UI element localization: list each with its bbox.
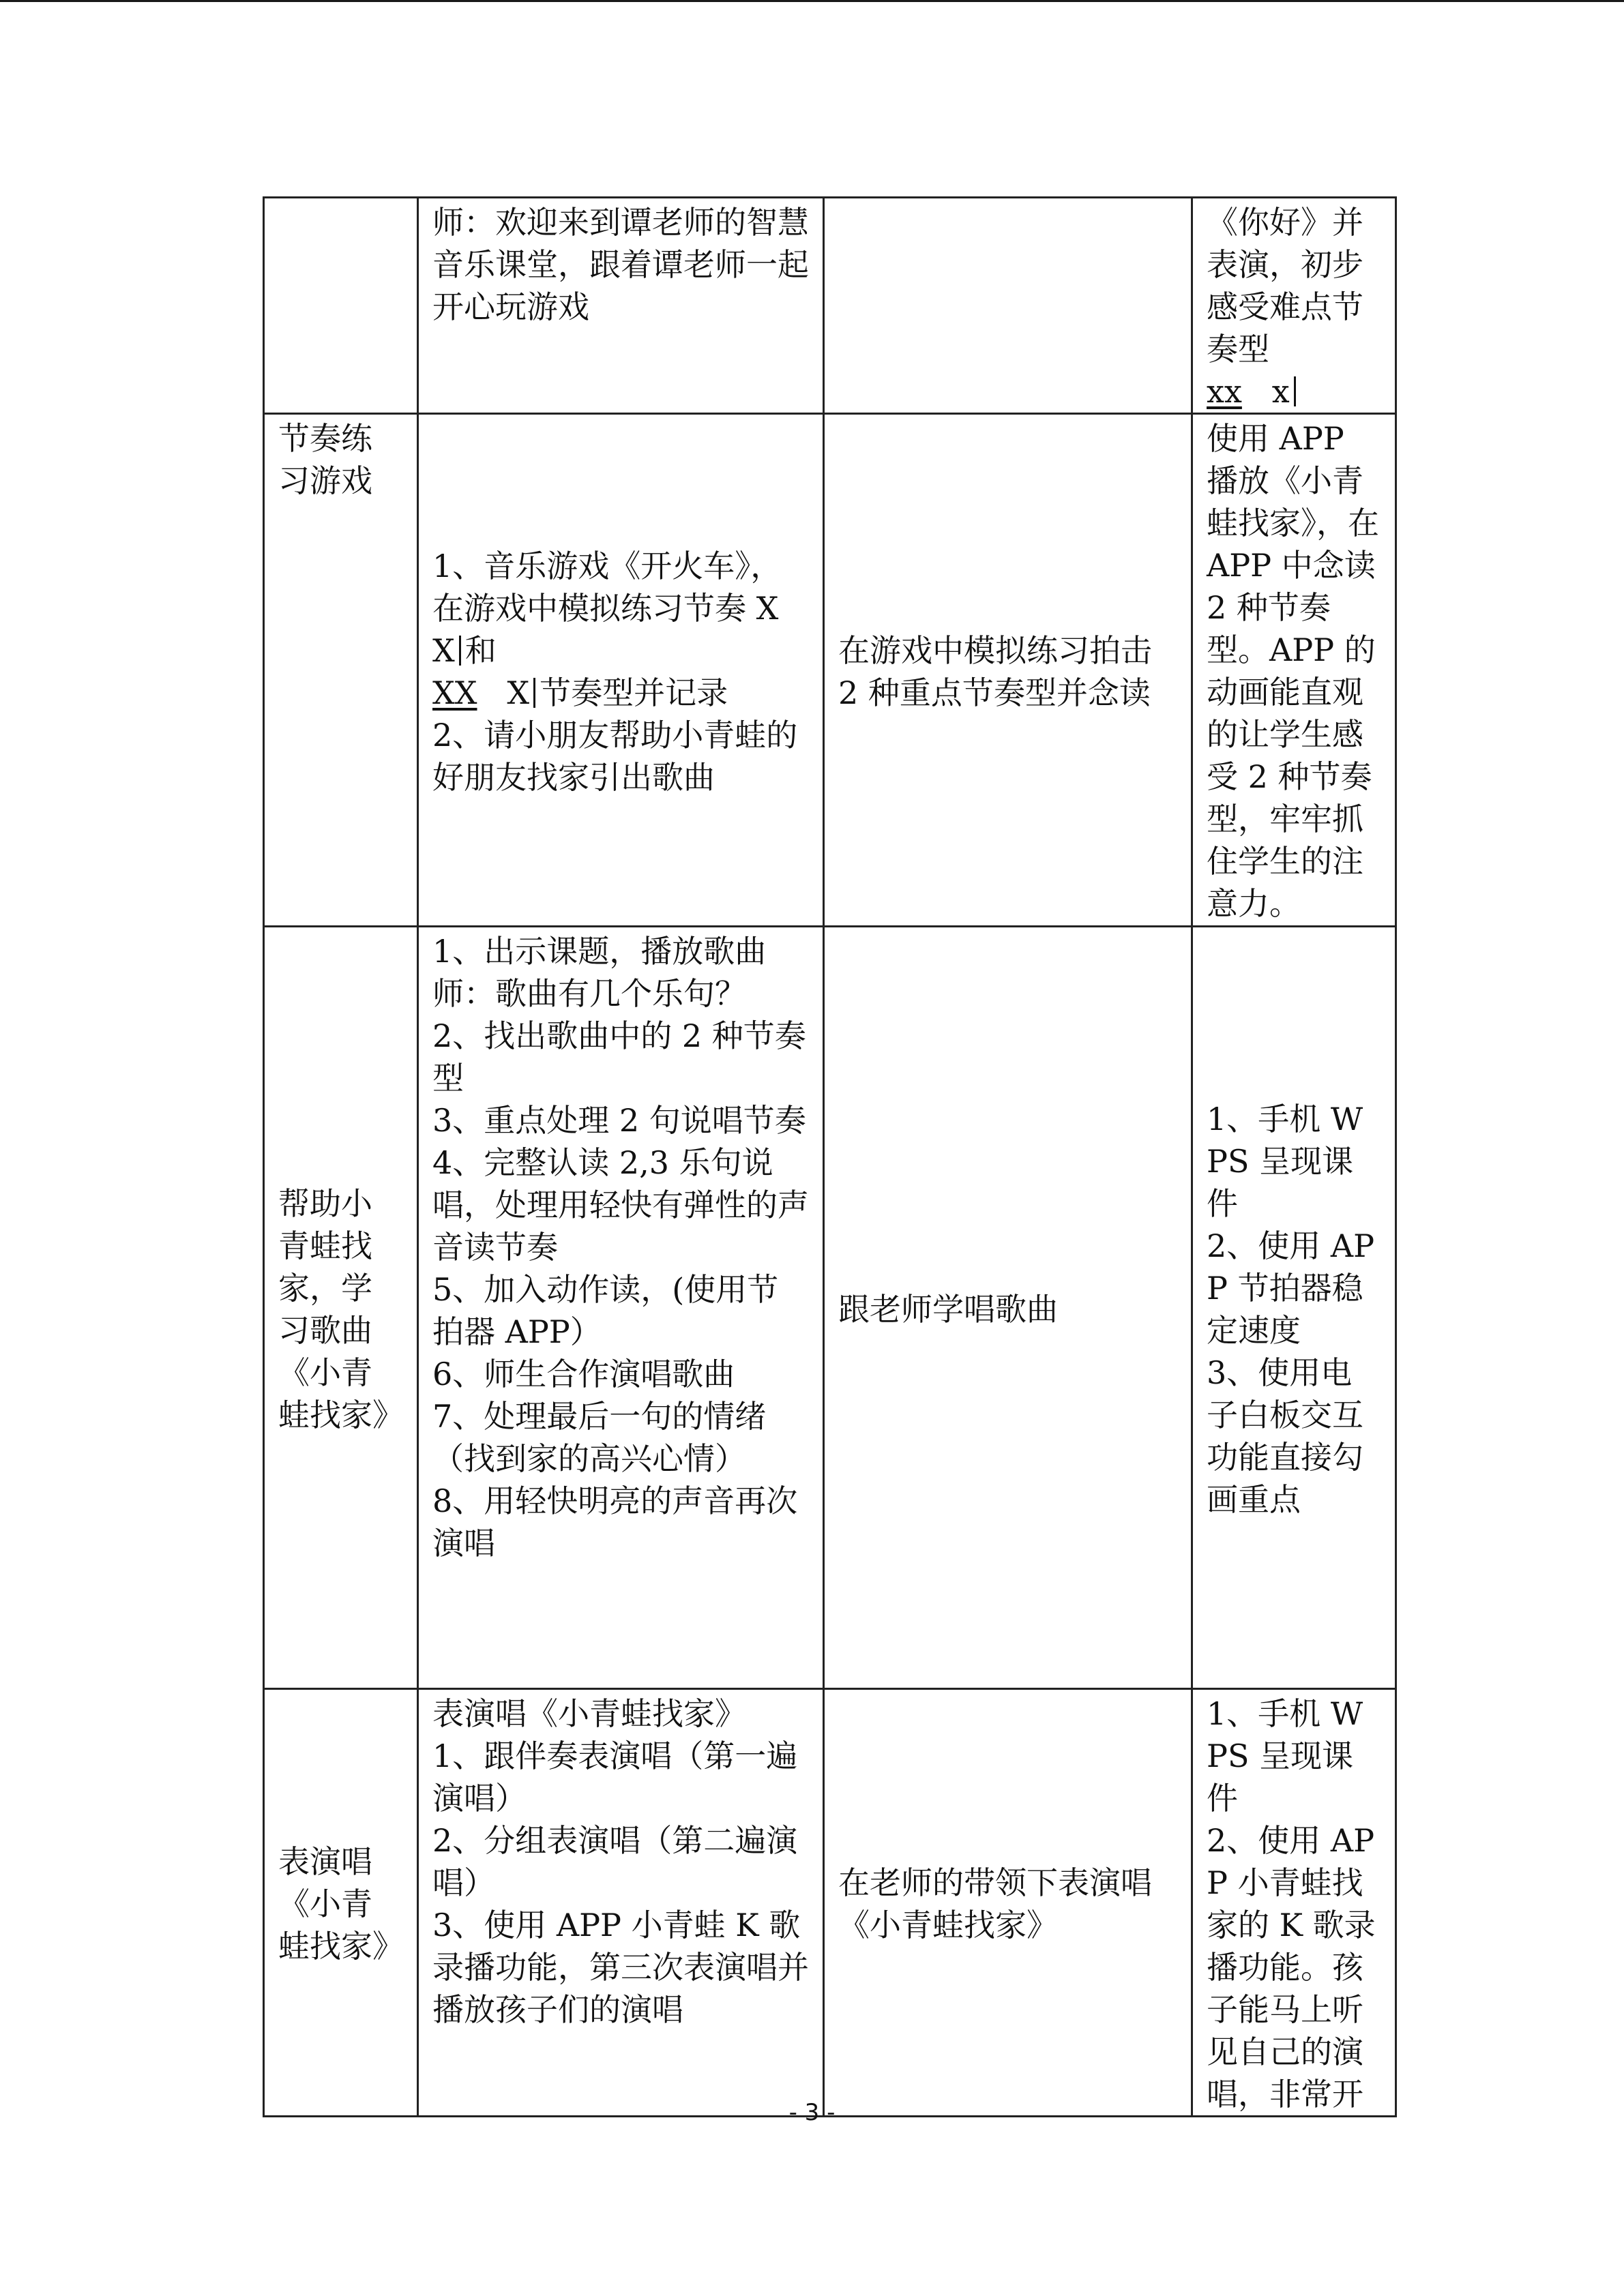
cell-student-activity <box>824 1689 1192 2117</box>
cell-text: 帮助小青蛙找家，学习歌曲《小青蛙找家》 <box>278 1184 404 1433</box>
rhythm-underlined: XX <box>432 674 477 711</box>
rhythm-note: X <box>507 674 530 711</box>
cell-text <box>432 672 809 714</box>
cell-stage <box>264 198 418 414</box>
barline <box>533 678 535 708</box>
cell-text: 4、完整认读 2,3 乐句说唱，处理用轻快有弹性的声音读节奏 <box>432 1144 809 1266</box>
barline <box>459 636 461 666</box>
cell-text: 在老师的带领下表演唱《小青蛙找家》 <box>838 1864 1152 1943</box>
rhythm-notation <box>1207 370 1381 413</box>
cell-text: 3、重点处理 2 句说唱节奏 <box>432 1102 806 1139</box>
cell-stage <box>264 414 418 927</box>
cell-text: 1、出示课题，播放歌曲 <box>432 933 767 970</box>
cell-text: 师：欢迎来到谭老师的智慧音乐课堂，跟着谭老师一起开心玩游戏 <box>432 204 809 325</box>
cell-text: 2、使用 APP 小青蛙找家的 K 歌录播功能。孩子能马上听见自己的演唱，非常开 <box>1207 1822 1376 2113</box>
page-number: - 3 - <box>788 2099 836 2126</box>
activity-text: 1、音乐游戏《开火车》，在游戏中模拟练习节奏 X X <box>432 547 788 669</box>
table-row <box>264 927 1396 1689</box>
cell-teacher-activity <box>418 927 824 1689</box>
rhythm-underlined: xx <box>1207 373 1242 410</box>
cell-text: 1、手机 WPS 呈现课件 <box>1207 1100 1363 1222</box>
cell-text: 表演唱《小青蛙找家》 <box>432 1695 746 1732</box>
cell-text: 6、师生合作演唱歌曲 <box>432 1356 735 1392</box>
lesson-plan-table <box>263 196 1397 2117</box>
table-row <box>264 1689 1396 2117</box>
cell-text: 在游戏中模拟练习拍击 2 种重点节奏型并念读 <box>838 631 1162 711</box>
activity-text: 和 <box>464 631 497 669</box>
cell-text: 8、用轻快明亮的声音再次演唱 <box>432 1482 798 1562</box>
cell-text: 师：歌曲有几个乐句？ <box>432 975 746 1012</box>
top-border-line <box>0 0 1624 2</box>
cell-student-activity <box>824 198 1192 414</box>
cell-teacher-activity <box>418 198 824 414</box>
cell-tech-use <box>1192 1689 1396 2117</box>
cell-stage <box>264 927 418 1689</box>
cell-student-activity <box>824 927 1192 1689</box>
cell-text: 3、使用 APP 小青蛙 K 歌录播功能，第三次表演唱并播放孩子们的演唱 <box>432 1907 809 2028</box>
rhythm-note: x <box>1271 373 1290 410</box>
cell-text: 2、分组表演唱（第二遍演唱） <box>432 1822 798 1901</box>
barline <box>1294 376 1296 406</box>
cell-text <box>432 545 809 672</box>
activity-text: 节奏型并记录 <box>540 674 728 711</box>
table-row <box>264 198 1396 414</box>
cell-teacher-activity <box>418 414 824 927</box>
cell-text: 3、使用电子白板交互功能直接勾画重点 <box>1207 1354 1363 1518</box>
cell-text: 节奏练习游戏 <box>278 420 372 499</box>
cell-text: 2、使用 APP 节拍器稳定速度 <box>1207 1227 1375 1349</box>
cell-text: 《你好》并表演，初步感受难点节奏型 <box>1207 204 1363 368</box>
cell-stage <box>264 1689 418 2117</box>
cell-teacher-activity <box>418 1689 824 2117</box>
cell-text: 1、跟伴奏表演唱（第一遍演唱） <box>432 1738 798 1817</box>
table-row <box>264 414 1396 927</box>
cell-text: 7、处理最后一句的情绪（找到家的高兴心情） <box>432 1398 767 1477</box>
cell-tech-use <box>1192 927 1396 1689</box>
cell-text: 使用 APP 播放《小青蛙找家》，在 APP 中念读 2 种节奏型。APP 的动画能直观的让学生感受 2 种节奏型，牢牢抓住学生的注意力。 <box>1207 420 1389 922</box>
cell-text: 2、找出歌曲中的 2 种节奏型 <box>432 1017 806 1097</box>
cell-tech-use <box>1192 414 1396 927</box>
cell-student-activity <box>824 414 1192 927</box>
cell-text: 5、加入动作读，(使用节拍器 APP） <box>432 1271 779 1350</box>
cell-text: 表演唱《小青蛙找家》 <box>278 1843 404 1965</box>
cell-tech-use <box>1192 198 1396 414</box>
cell-text: 1、手机 WPS 呈现课件 <box>1207 1695 1363 1817</box>
cell-text: 跟老师学唱歌曲 <box>838 1290 1058 1328</box>
cell-text: 2、请小朋友帮助小青蛙的好朋友找家引出歌曲 <box>432 716 798 796</box>
